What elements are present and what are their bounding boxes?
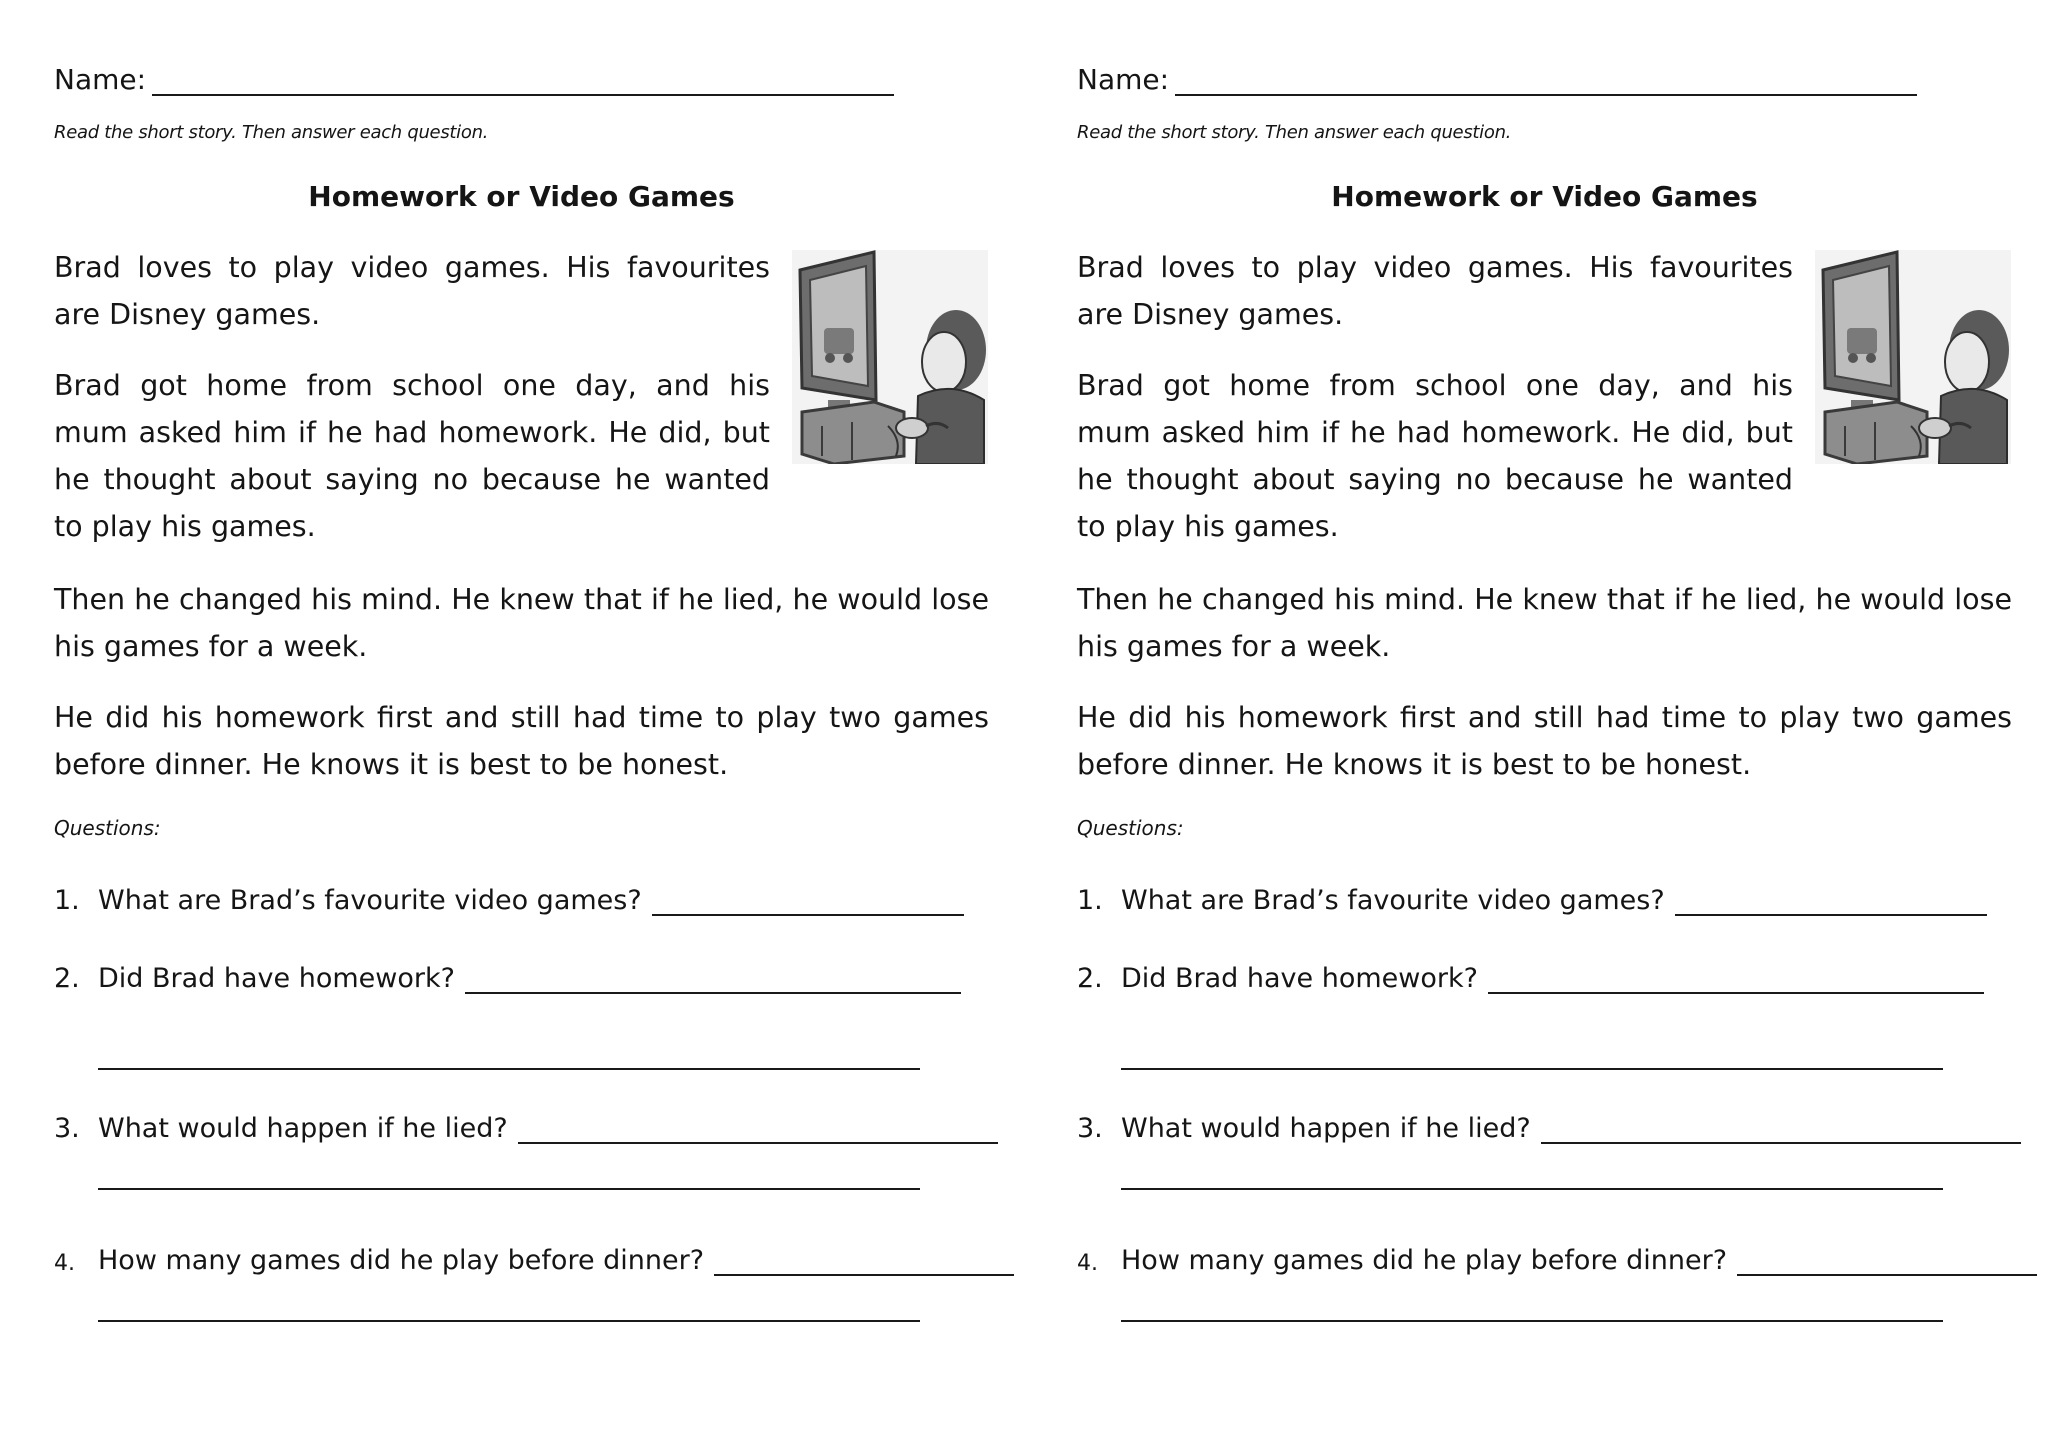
name-field-line[interactable] (152, 62, 894, 96)
instruction-text: Read the short story. Then answer each question. (54, 122, 489, 143)
answer-line[interactable] (1121, 1320, 1943, 1322)
answer-line[interactable] (1121, 1188, 1943, 1190)
story-title: Homework or Video Games (308, 180, 735, 213)
answer-line[interactable] (1488, 962, 1984, 994)
question-1 (54, 876, 964, 916)
name-label: Name: (54, 63, 147, 96)
story-paragraph-3: Then he changed his mind. He knew that if he lied, he would lose his games for a week. (54, 583, 989, 663)
question-2 (54, 954, 961, 994)
worksheet-left (54, 0, 994, 1448)
question-number: 2. (1077, 963, 1103, 994)
question-number: 4. (54, 1251, 75, 1276)
story-paragraph-2: Brad got home from school one day, and his mum asked him if he had homework. He did, but he thought about saying no because he wanted to play his games. (1077, 369, 1793, 543)
question-4 (54, 1236, 1014, 1276)
name-row (54, 56, 894, 96)
answer-line[interactable] (98, 1188, 920, 1190)
name-field-line[interactable] (1175, 62, 1917, 96)
instruction-text: Read the short story. Then answer each question. (1077, 122, 1512, 143)
story-paragraph-4: He did his homework first and still had time to play two games before dinner. He knows it is best to be honest. (54, 701, 989, 781)
question-text: What are Brad’s favourite video games? (1121, 885, 1665, 916)
question-text: How many games did he play before dinner? (1121, 1245, 1728, 1276)
boy-playing-video-game-icon (792, 250, 988, 464)
answer-line[interactable] (714, 1244, 1014, 1276)
answer-line[interactable] (98, 1068, 920, 1070)
story-paragraph-1: Brad loves to play video games. His favourites are Disney games. (54, 251, 770, 331)
name-label: Name: (1077, 63, 1170, 96)
question-number: 2. (54, 963, 80, 994)
worksheet-right (1077, 0, 2017, 1448)
answer-line[interactable] (465, 962, 961, 994)
answer-line[interactable] (518, 1112, 998, 1144)
question-text: Did Brad have homework? (1121, 963, 1478, 994)
question-3 (54, 1104, 998, 1144)
question-number: 4. (1077, 1251, 1098, 1276)
question-text: What would happen if he lied? (98, 1113, 508, 1144)
question-3 (1077, 1104, 2021, 1144)
question-number: 1. (1077, 885, 1103, 916)
answer-line[interactable] (652, 884, 964, 916)
boy-playing-video-game-icon (1815, 250, 2011, 464)
story-paragraph-1: Brad loves to play video games. His favourites are Disney games. (1077, 251, 1793, 331)
question-text: Did Brad have homework? (98, 963, 455, 994)
question-text: What would happen if he lied? (1121, 1113, 1531, 1144)
answer-line[interactable] (1121, 1068, 1943, 1070)
story-paragraph-2: Brad got home from school one day, and his mum asked him if he had homework. He did, but he thought about saying no because he wanted to play his games. (54, 369, 770, 543)
question-number: 3. (1077, 1113, 1103, 1144)
question-text: What are Brad’s favourite video games? (98, 885, 642, 916)
answer-line[interactable] (98, 1320, 920, 1322)
answer-line[interactable] (1675, 884, 1987, 916)
name-row (1077, 56, 1917, 96)
question-2 (1077, 954, 1984, 994)
answer-line[interactable] (1737, 1244, 2037, 1276)
story-paragraph-4: He did his homework first and still had time to play two games before dinner. He knows it is best to be honest. (1077, 701, 2012, 781)
question-1 (1077, 876, 1987, 916)
answer-line[interactable] (1541, 1112, 2021, 1144)
questions-label: Questions: (1077, 816, 1184, 840)
questions-label: Questions: (54, 816, 161, 840)
story-paragraph-3: Then he changed his mind. He knew that if he lied, he would lose his games for a week. (1077, 583, 2012, 663)
question-number: 3. (54, 1113, 80, 1144)
question-text: How many games did he play before dinner? (98, 1245, 705, 1276)
story-title: Homework or Video Games (1331, 180, 1758, 213)
question-4 (1077, 1236, 2037, 1276)
question-number: 1. (54, 885, 80, 916)
